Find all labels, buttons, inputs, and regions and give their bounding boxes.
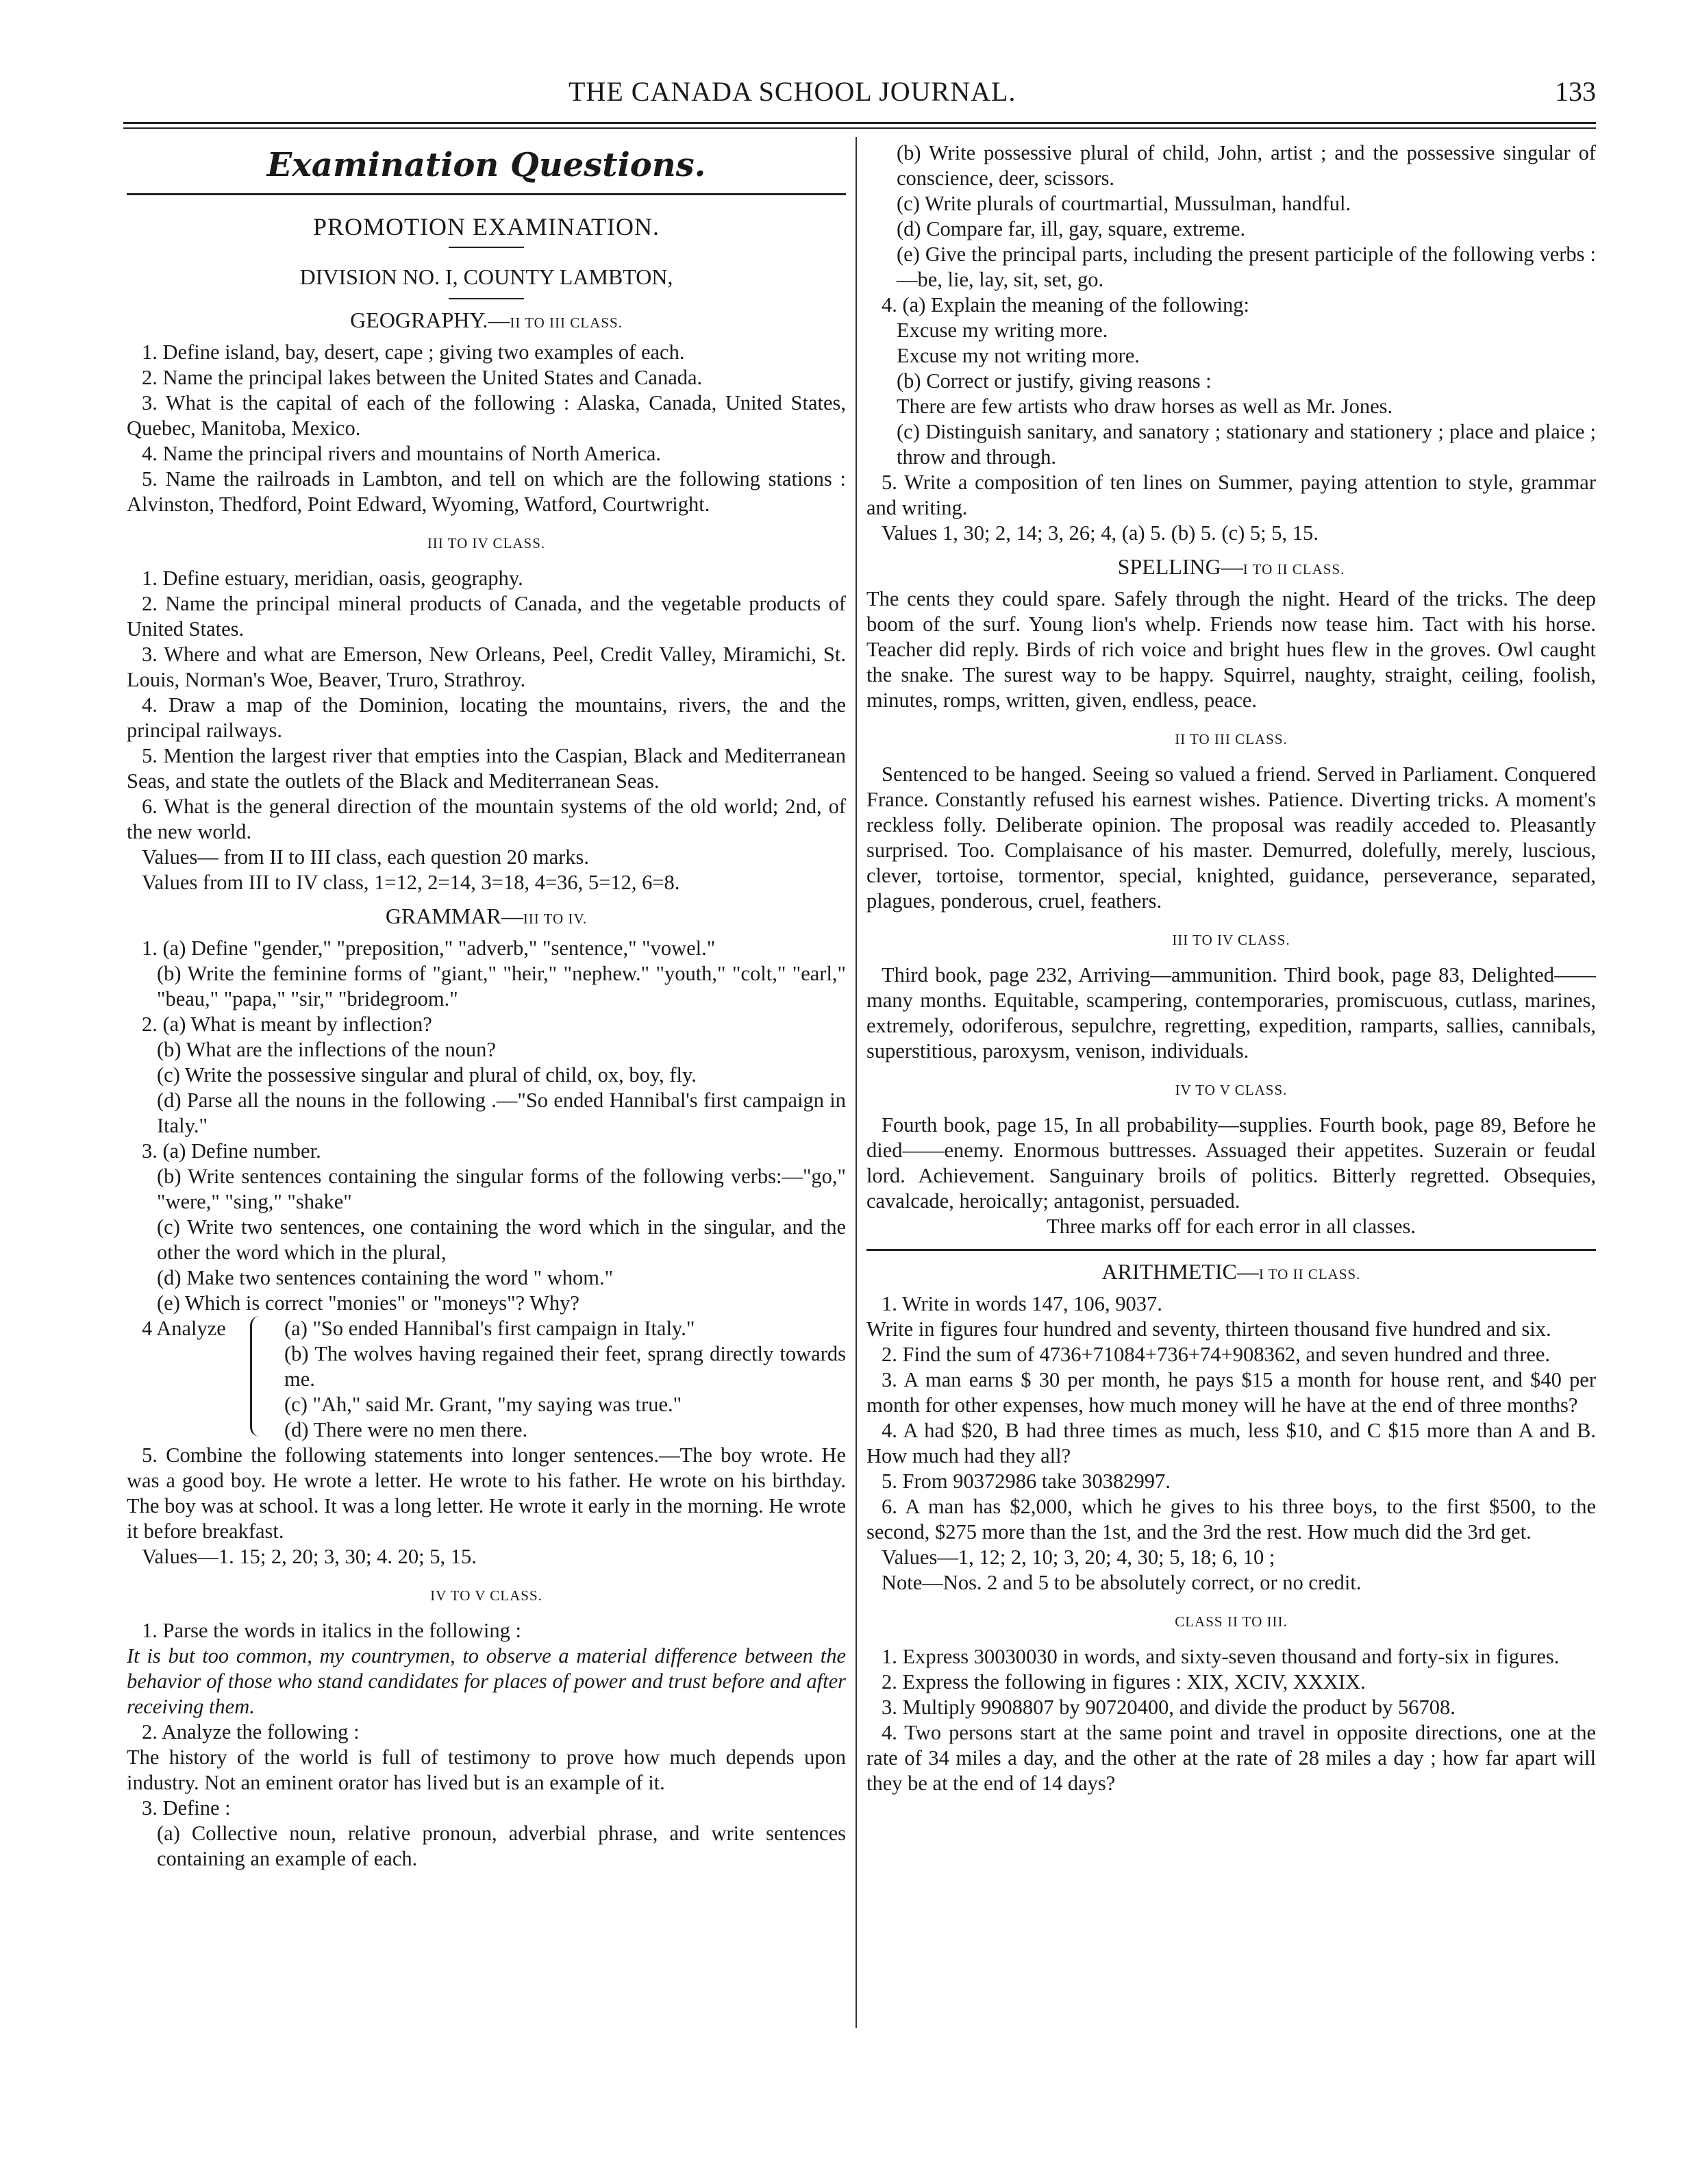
sub-question: (e) Which is correct "monies" or "moneys"? Why? [157, 1291, 579, 1315]
spelling-passage: Sentenced to be hanged. Seeing so valued a friend. Served in Parliament. Conquered France. Constantly refused his earnest wishes. Patience. Diverting tricks. A moment's reckless folly. Deliberate opinion. The proposal was readily acceded to. Pleasantly surprised. Too. Complaisance of his master. Demurred, dolefully, merely, luscious, clever, tortoise, tormentor, special, knighted, guidance, perseverance, separated, plagues, ponderous, cruel, feathers. [866, 762, 1596, 913]
spelling-passage: Third book, page 232, Arriving—ammunition. Third book, page 83, Delighted——many months. Equitable, scampering, contemporaries, promiscuous, cutlass, marines, extremely, odoriferous, sepulchre, regretting, expedition, ramparts, sallies, cannibals, superstitious, paroxysm, venison, individuals. [866, 963, 1596, 1063]
example-line: There are few artists who draw horses as well as Mr. Jones. [897, 395, 1393, 418]
question: 5. Name the railroads in Lambton, and tell on which are the following stations : Alvinston, Thedford, Point Edward, Wyoming, Watford, Courtwright. [127, 467, 846, 516]
question: 4. (a) Explain the meaning of the following: [882, 293, 1249, 317]
question: 3. What is the capital of each of the following : Alaska, Canada, United States, Quebec, Manitoba, Mexico. [127, 391, 846, 440]
question: 5. Mention the largest river that empties into the Caspian, Black and Mediterranean Seas, and state the outlets of the Black and Mediterranean Seas. [127, 744, 846, 793]
sub-question: (c) Distinguish sanitary, and sanatory ; stationary and stationery ; place and plaice ; throw and through. [897, 420, 1596, 469]
exam-title: PROMOTION EXAMINATION. [313, 213, 660, 240]
question: 2. Express the following in figures : XIX, XCIV, XXXIX. [882, 1670, 1366, 1693]
header-rule [123, 122, 1596, 129]
spelling-passage: The cents they could spare. Safely through the night. Heard of the tricks. The deep boom of the surf. Young lion's whelp. Friends now tease him. Tact with his horse. Teacher did reply. Birds of rich voice and bright hues flew in the groves. Owl caught the snake. The surest way to be happy. Squirrel, naughty, straight, ceiling, foolish, minutes, romps, written, given, endless, peace. [866, 587, 1596, 712]
column-divider [856, 137, 857, 2028]
right-column [866, 140, 1596, 1796]
class-heading: IV TO V CLASS. [430, 1587, 542, 1604]
example-line: Excuse my writing more. [897, 319, 1108, 342]
question: 4. Two persons start at the same point and travel in opposite directions, one at the rate of 34 miles a day, and the other at the rate of 28 miles a day ; how far apart will they be at the end of 14 days? [866, 1721, 1596, 1795]
question: 3. Define : [142, 1796, 231, 1820]
question: 1. (a) Define "gender," "preposition," "adverb," "sentence," "vowel." [142, 936, 716, 960]
analyze-item: (a) "So ended Hannibal's first campaign in Italy." [284, 1317, 695, 1340]
question: 1. Write in words 147, 106, 9037. [882, 1292, 1162, 1315]
question: 3. A man earns $ 30 per month, he pays $15 a month for house rent, and $40 per month for other expenses, how much money will he have at the end of three months? [866, 1368, 1596, 1417]
question: 1. Parse the words in italics in the following : [142, 1619, 522, 1642]
question: 6. What is the general direction of the mountain systems of the old world; 2nd, of the new world. [127, 795, 846, 843]
analyze-item: (d) There were no men there. [284, 1418, 528, 1441]
analyze-item: (b) The wolves having regained their feet, sprang directly towards me. [284, 1342, 846, 1391]
sub-question: (b) Write sentences containing the singular forms of the following verbs:—"go," "were," "sing," "shake" [157, 1165, 846, 1213]
question: 1. Define island, bay, desert, cape ; giving two examples of each. [142, 340, 685, 364]
question-cont: Write in figures four hundred and seventy, thirteen thousand five hundred and six. [866, 1317, 1551, 1341]
spelling-note: Three marks off for each error in all classes. [1047, 1215, 1416, 1238]
question: 2. Name the principal mineral products of Canada, and the vegetable products of United States. [127, 592, 846, 641]
example-line: Excuse my not writing more. [897, 344, 1140, 367]
grammar-heading: GRAMMAR—III TO IV. [385, 904, 588, 928]
sub-question: (a) Collective noun, relative pronoun, adverbial phrase, and write sentences containing an example of each. [157, 1822, 846, 1870]
question: 5. From 90372986 take 30382997. [882, 1469, 1171, 1493]
sub-question: (c) Write two sentences, one containing the word which in the singular, and the other the word which in the plural, [157, 1215, 846, 1264]
sub-question: (d) Compare far, ill, gay, square, extreme. [897, 217, 1246, 240]
values-line: Values from III to IV class, 1=12, 2=14, 3=18, 4=36, 5=12, 6=8. [142, 871, 680, 894]
analyze-item: (c) "Ah," said Mr. Grant, "my saying was true." [284, 1393, 682, 1416]
question: 3. Multiply 9908807 by 90720400, and divide the product by 56708. [882, 1696, 1456, 1719]
question: 3. Where and what are Emerson, New Orleans, Peel, Credit Valley, Miramichi, St. Louis, Norman's Woe, Beaver, Truro, Strathroy. [127, 643, 846, 691]
division-title: DIVISION NO. I, COUNTY LAMBTON, [299, 264, 673, 289]
arithmetic-heading: ARITHMETIC—I TO II CLASS. [1101, 1259, 1361, 1284]
geography-heading: GEOGRAPHY.—II TO III CLASS. [350, 308, 623, 332]
quoted-text: It is but too common, my countrymen, to observe a material difference between the behavior of those who stand candidates for places of power and trust before and after receiving them. [127, 1644, 846, 1718]
question: 1. Define estuary, meridian, oasis, geography. [142, 567, 523, 590]
brace [250, 1316, 267, 1437]
sub-question: (b) Correct or justify, giving reasons : [897, 369, 1212, 393]
sub-question: (e) Give the principal parts, including the present participle of the following verbs :—be, lie, lay, sit, set, go. [897, 243, 1596, 291]
question: 4. Draw a map of the Dominion, locating the mountains, rivers, the and the principal railways. [127, 693, 846, 742]
sub-question: (b) Write the feminine forms of "giant," "heir," "nephew." "youth," "colt," "earl," "beau," "papa," "sir," "bridegroom." [157, 962, 846, 1010]
spelling-heading: SPELLING—I TO II CLASS. [1117, 554, 1345, 579]
analyze-block [127, 1316, 846, 1443]
short-rule [449, 298, 524, 299]
section-title: Examination Questions. [266, 146, 706, 184]
short-rule [449, 247, 524, 248]
values-line: Values 1, 30; 2, 14; 3, 26; 4, (a) 5. (b) 5. (c) 5; 5, 15. [882, 521, 1319, 545]
sub-question: (b) Write possessive plural of child, John, artist ; and the possessive singular of conscience, deer, scissors. [897, 141, 1596, 190]
quoted-text: The history of the world is full of testimony to prove how much depends upon industry. Not an eminent orator has lived but is an example of it. [127, 1746, 846, 1794]
page-header [123, 75, 1596, 116]
journal-title: THE CANADA SCHOOL JOURNAL. [569, 76, 1016, 107]
analyze-label: 4 Analyze [142, 1317, 226, 1340]
class-heading: CLASS II TO III. [1175, 1613, 1288, 1630]
class-heading: II TO III CLASS. [1175, 731, 1288, 747]
question: 2. Find the sum of 4736+71084+736+74+908362, and seven hundred and three. [882, 1343, 1551, 1366]
question: 1. Express 30030030 in words, and sixty-seven thousand and forty-six in figures. [882, 1645, 1560, 1668]
class-heading: III TO IV CLASS. [427, 535, 546, 551]
values-line: Values—1, 12; 2, 10; 3, 20; 4, 30; 5, 18; 6, 10 ; [882, 1546, 1275, 1569]
class-heading: III TO IV CLASS. [1172, 932, 1290, 948]
sub-question: (c) Write the possessive singular and plural of child, ox, boy, fly. [157, 1063, 697, 1087]
question: 5. Combine the following statements into longer sentences.—The boy wrote. He was a good boy. He wrote a letter. He wrote to his father. He wrote on his birthday. The boy was at school. It was a long letter. He wrote it early in the morning. He wrote it before breakfast. [127, 1443, 846, 1543]
class-heading: IV TO V CLASS. [1175, 1082, 1288, 1098]
sub-question: (d) Parse all the nouns in the following .—"So ended Hannibal's first campaign in Italy." [157, 1089, 846, 1137]
spelling-passage: Fourth book, page 15, In all probability—supplies. Fourth book, page 89, Before he died——enemy. Enormous buttresses. Assuaged their appetites. Suzerain or feudal lord. Achievement. Sanguinary broils of politics. Bitterly regretted. Obsequies, cavalcade, heroically; antagonist, persuaded. [866, 1113, 1596, 1213]
question: 2. Name the principal lakes between the United States and Canada. [142, 366, 703, 389]
sub-question: (c) Write plurals of courtmartial, Mussulman, handful. [897, 192, 1351, 215]
section-rule [127, 193, 846, 195]
question: 3. (a) Define number. [142, 1139, 321, 1163]
left-column [127, 140, 846, 1872]
question: 4. Name the principal rivers and mountains of North America. [142, 442, 662, 465]
values-line: Values—1. 15; 2, 20; 3, 30; 4. 20; 5, 15. [142, 1545, 477, 1568]
question: 2. (a) What is meant by inflection? [142, 1013, 432, 1036]
sub-question: (b) What are the inflections of the noun? [157, 1038, 496, 1061]
note-line: Note—Nos. 2 and 5 to be absolutely correct, or no credit. [882, 1571, 1362, 1594]
page-number: 133 [1555, 76, 1596, 107]
question: 5. Write a composition of ten lines on Summer, paying attention to style, grammar and writing. [866, 471, 1596, 519]
question: 6. A man has $2,000, which he gives to his three boys, to the first $500, to the second, $275 more than the 1st, and the 3rd the rest. How much did the 3rd get. [866, 1495, 1596, 1543]
question: 4. A had $20, B had three times as much, less $10, and C $15 more than A and B. How much had they all? [866, 1419, 1596, 1467]
section-rule [866, 1249, 1596, 1251]
question: 2. Analyze the following : [142, 1720, 360, 1744]
values-line: Values— from II to III class, each question 20 marks. [142, 845, 590, 869]
sub-question: (d) Make two sentences containing the word " whom." [157, 1266, 614, 1289]
